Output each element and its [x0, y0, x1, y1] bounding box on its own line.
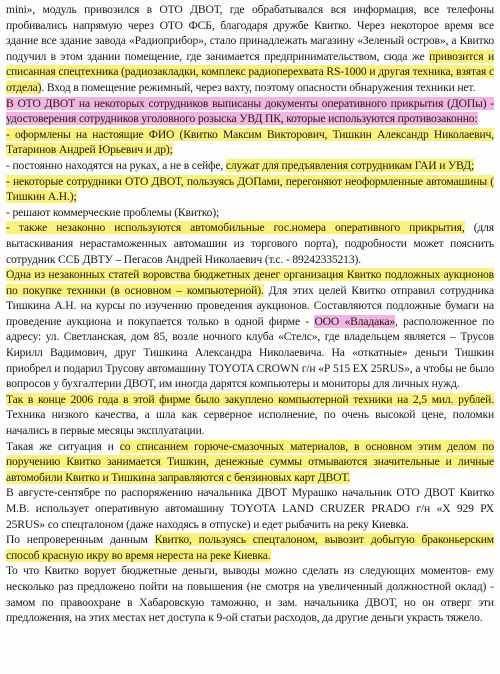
text-segment: Для этих целей Квитко отправил сотрудника Тишкина А.Н. на курсы по изучению проведения аукционов. Составляются подложные бумаги на проведение аукциона и покупается только в одной фирме - [6, 283, 494, 328]
text-segment: В августе-сентябре по распоряжению начальника ДВОТ Мурашко начальник ОТО ДВОТ Квитко М.В. использует оперативную автомашину TOYOTA LAND CRUZER PRADO г/н «Х 929 РХ 25RUS» со спецталоном (даже находясь в отпуске) и едет рыбачить на реку Киевка. [6, 486, 494, 531]
paragraph [6, 174, 494, 205]
highlighted-text-yellow: привозится и списанная спецтехника (радиозакладки, комплекс радиоперехвата RS-1000 и другая техника, взятая с отдела) [6, 49, 494, 94]
highlighted-text-yellow: Так в конце 2006 года в этой фирме было закуплено компьютерной техники на 2,5 мил. рублей. [6, 392, 494, 406]
highlighted-text-pink: В ОТО ДВОТ на некоторых сотрудников выписаны документы оперативного прикрытия (ДОПы) - удостоверения сотрудников уголовного розыска УВД ПК, которые используются противозаконно: [6, 96, 494, 126]
text-segment: То что Квитко ворует бюджетные деньги, выводы можно сделать из следующих моментов- ему несколько раз предложено пойти на повышения (не смотря на увеличенный должностной оклад) - замом по правоохране в Хабаровскую таможню, и зам. начальника ДВОТ, но он отверг эти предложения, на этих местах нет доступа к 9-ой статьи расходов, да другие деньги украсть тяжело. [6, 564, 494, 625]
highlighted-text-yellow: Квитко, пользуясь спецталоном, вывозит добытую браконьерским способ красную икру во время нереста на реке Киевка. [6, 533, 494, 562]
paragraph [6, 563, 494, 625]
paragraph [6, 532, 494, 563]
text-segment: - решают коммерческие проблемы (Квитко); [6, 205, 220, 219]
text-segment: - постоянно находятся на руках, а не в сейфе, [6, 158, 226, 172]
paragraph [6, 439, 494, 486]
paragraph [6, 158, 494, 174]
paragraph [6, 267, 494, 392]
text-segment: mini», модуль привозился в ОТО ДВОТ, где обрабатывался вся информация, все телефоны пробивались напрямую через ОТО ФСБ, благодаря дружбе Квитко. Через некоторое время все здание все здание завода «Радиоприбор», стало принадлежать магазину «Зеленый остров», а Квитко подучил в этом здании помещение, где занимается предпринимательством, сюда же [6, 3, 494, 63]
highlighted-text-yellow: - также незаконно используются автомобильные гос.номера оперативного прикрытия, [6, 221, 465, 235]
highlighted-text-yellow: Одна из незаконных статей воровства бюджетных денег организация Квитко подложных аукционов по покупке техники (в основном – компьютерной). [6, 268, 494, 297]
paragraph [6, 205, 494, 221]
text-segment: (для вытаскивания нерастаможенных автомашин из торгового порта), подробности может пояснить сотрудник ССБ ДВТУ – Пегасов Андрей Николаевич (т.с. - 89242335213). [6, 221, 494, 266]
text-segment: . Вход в помещение режимный, через вахту, поэтому опасности обнаружения техники нет. [41, 80, 476, 94]
paragraph [6, 127, 494, 158]
paragraph [6, 392, 494, 439]
paragraph [6, 96, 494, 127]
highlighted-text-pink: ООО «Владака» [314, 314, 396, 328]
highlighted-text-yellow: служат для предъявления сотрудникам ГАИ и УВД; [225, 158, 475, 172]
paragraph [6, 220, 494, 267]
text-segment: Такая же ситуация и [6, 439, 120, 453]
text-segment: По непроверенным данным [6, 533, 155, 547]
highlighted-text-yellow: - оформлены на настоящие ФИО (Квитко Максим Викторович, Тишкин Александр Николаевич, Татаринов Андрей Юрьевич и др); [6, 127, 494, 157]
text-segment: Техника низкого качества, а шла как серверное исполнение, по очень высокой цене, поломки начались в первые месяцы эксплуатации. [6, 408, 494, 438]
text-segment: , расположенное по адресу: ул. Светланская, дом 85, возле ночного клуба «Стелс», где владельцем является – Трусов Кирилл Вадимович, друг Тишкина Александра Николаевича. На «откатные» деньги Тишкин приобрел и подарил Трусову автомашину TOYOTA CROWN г/н «Р 515 ЕХ 25RUS», а чтобы не было вопросов у бухгалтерии ДВОТ, им иногда дарятся компьютеры и мониторы для личных нужд. [6, 314, 494, 391]
highlighted-text-yellow: - некоторые сотрудники ОТО ДВОТ, пользуясь ДОПами, перегоняют неоформленные автомашины ( Тишкин А.Н.); [6, 174, 494, 204]
highlighted-text-yellow: со списанием горюче-смазочных материалов, в основном этим делом по поручению Квитко занимается Тишкин, денежные суммы отмываются значительные и личные автомобили Квитко и Тишкина заправляются с бензиновых карт ДВОТ. [6, 439, 494, 484]
paragraph [6, 485, 494, 532]
paragraph [6, 2, 494, 96]
